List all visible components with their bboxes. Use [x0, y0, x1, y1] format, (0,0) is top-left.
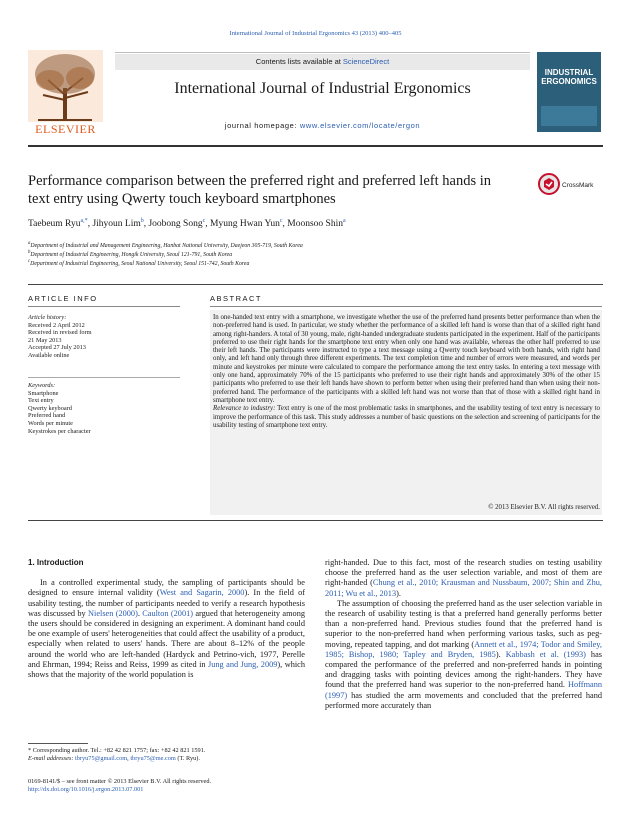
text-run: has studied the arm movements and concluded that the preferred hand performed more accurately than	[325, 690, 602, 710]
contents-prefix: Contents lists available at	[255, 57, 343, 66]
text-run: ).	[396, 588, 401, 598]
sciencedirect-link[interactable]: ScienceDirect	[342, 57, 390, 66]
introduction-heading: 1. Introduction	[28, 558, 84, 567]
cover-stripe	[541, 106, 597, 126]
abstract-body	[213, 314, 600, 430]
affiliation-text: Department of Industrial Engineering, Hongik University, Seoul 121-791, South Korea	[30, 251, 233, 258]
author-name[interactable]: Myung Hwan Yun	[210, 219, 280, 230]
text-run: The assumption of choosing the preferred hand as the user selection variable in the research of usability testing is that a preferred hand generally performs better than a non-preferred hand. Previous studies found that the preferred hand is superior to the non-preferred hand when performing various tasks, such as peg-moving, repeated tapping, and dot marking (	[325, 598, 602, 649]
relevance-text: Text entry is one of the most problematic tasks in smartphones, and the usability testing of text entry is necessary to improve the performance of this task. This study addresses a number of basic questions on the selection and screening of participants for the usability testing of smartphone text entry.	[213, 405, 600, 429]
affiliation-sup: c	[28, 259, 31, 264]
affiliation-sup: a	[28, 241, 31, 246]
history-label: Article history:	[28, 314, 67, 321]
publisher-name: ELSEVIER	[35, 122, 96, 136]
issn-doi	[28, 778, 358, 794]
cover-title	[537, 68, 601, 86]
citation-link[interactable]: Caulton (2001)	[142, 608, 194, 618]
citation-link[interactable]: Hoffmann (1997)	[325, 680, 602, 700]
history-item: Received in revised form	[28, 329, 92, 337]
citation-link[interactable]: Jung and Jung, 2009	[208, 659, 278, 669]
text-run: argued that heterogeneity among the users should be considered in designing an experiment. A dominant hand could be one example of users' heterogeneities that could affect the usability of a product, especially when related to users' hands. There are about 8–12% of the people around the world who are left-handed (Hardyck and Petrino-vich, 1977, Perelle and Ehrman, 1994; Reiss and Reiss, 1999 as cited in	[28, 608, 305, 669]
abstract-copyright: © 2013 Elsevier B.V. All rights reserved.	[488, 504, 600, 511]
keyword: Keystrokes per character	[28, 427, 91, 435]
cover-line2: ERGONOMICS	[541, 77, 597, 86]
text-run: has compared the performance of the preferred and non-preferred hands in pointing and dragging tasks with pointing devices among the right-handers. They have found that the preferred hand was superior to the non-preferred hand.	[325, 649, 602, 690]
author-list: Taebeum Ryu$^{a,*}$, Jihyoun Lim$^b$, Joobong Song$^c$, Myung Hwan Yun$^c$, Moonsoo Shin$^a$	[28, 218, 346, 230]
journal-homepage	[115, 121, 530, 130]
journal-title: International Journal of Industrial Ergonomics	[174, 80, 471, 97]
author-name[interactable]: Jihyoun Lim	[92, 219, 141, 230]
text-run: ). In the field of usability testing, the number of participants needed to verify a research hypothesis was discussed by	[28, 588, 305, 618]
doi-link[interactable]: http://dx.doi.org/10.1016/j.ergon.2013.07.001	[28, 786, 144, 793]
text-run: ).	[495, 649, 506, 659]
history-item: Accepted 27 July 2013	[28, 344, 86, 352]
abstract-divider	[210, 306, 602, 307]
article-title: Performance comparison between the preferred right and preferred left hands in text entry using Qwerty touch keyboard smartphones	[28, 173, 491, 207]
history-item: Available online	[28, 351, 70, 359]
text-run: ), which shows that the majority of the world population is	[28, 659, 305, 680]
affiliation-c	[28, 258, 588, 268]
text-run: .	[137, 608, 143, 618]
article-info-heading: ARTICLE INFO	[28, 294, 98, 303]
abstract-paragraph: In one-handed text entry with a smartphone, we investigate whether the use of the preferred hand presents better performance than when the non-preferred hand is used. In particular, we study whether the performance of a skilled left hand is worse than that of a skilled right hand among right-handers. A total of 30 young, male, right-handed undergraduate students participated in the experiment. Half of the participants preferred to use their right hands for the smartphone text entry when only one hand was available, whereas the other half preferred to use their left hands. The participants were instructed to type a text message using a Qwerty touch keyboard with both hands, with right hand only, and left hand only through three different experiments. The text completion time and number of errors were measured, and words per minute and keystrokes per minute were calculated to compare the performance among the text entry tasks. In entering a text message with only one hand, approximately 70% of the 15 participants who preferred to use their right hands and approximately 30% of the other 15 participants who preferred to use their left hands have shown to perform better when using their preferred hand than when using their non-preferred hand. The performance of the participants with a skilled left hand was not worse than that of those with a skilled right hand in smartphone text entry.	[213, 314, 600, 404]
keyword: Qwerty keyboard	[28, 404, 72, 412]
affiliation-text: Department of Industrial and Management Engineering, Hanbat National University, Daejeon 305-719, South Korea	[30, 242, 303, 249]
cover-line1: INDUSTRIAL	[544, 68, 594, 77]
text-run: ,	[127, 755, 131, 762]
keyword: Words per minute	[28, 419, 73, 427]
section-divider	[28, 284, 603, 285]
author-name[interactable]: Moonsoo Shin	[287, 219, 343, 230]
email-label: E-mail addresses:	[28, 755, 75, 762]
text-run: right-handed. Due to this fact, most of the research studies on testing usability choose the preferred hand as the user selection variable, and most of them are right-handed (	[325, 558, 602, 588]
footnote-contact: * Corresponding author. Tel.: +82 42 821 1757; fax: +82 42 821 1591.	[28, 747, 206, 754]
info-divider-2	[28, 377, 180, 378]
header-divider	[115, 52, 530, 53]
affiliation-text: Department of Industrial Engineering, Seoul National University, Seoul 151-742, South Korea	[30, 260, 250, 267]
homepage-link[interactable]: www.elsevier.com/locate/ergon	[299, 121, 421, 130]
keyword: Smartphone	[28, 389, 59, 397]
intro-paragraph-1-cont	[325, 558, 602, 599]
footnote-rule	[28, 743, 88, 744]
intro-paragraph-1	[28, 578, 305, 680]
intro-paragraph-2	[325, 599, 602, 711]
homepage-prefix: journal homepage:	[224, 121, 300, 130]
citation-link[interactable]: Chung et al., 2010; Krausman and Nussbaum, 2007; Shin and Zhu, 2011; Wu et al., 2013	[325, 578, 602, 598]
author-affiliation-sup[interactable]: a,*	[80, 218, 88, 224]
header-bottom-rule	[28, 145, 603, 147]
keyword: Preferred hand	[28, 412, 66, 420]
history-item: 21 May 2013	[28, 336, 62, 344]
article-history	[28, 314, 178, 360]
body-column-right	[325, 558, 602, 711]
issn-line: 0169-8141/$ – see front matter © 2013 Elsevier B.V. All rights reserved.	[28, 778, 212, 785]
corresponding-author-footnote	[28, 747, 305, 763]
keywords	[28, 382, 178, 435]
email-link[interactable]: tbryu75@gmail.com	[75, 755, 128, 762]
keywords-label: Keywords:	[28, 382, 56, 389]
author-name[interactable]: Taebeum Ryu	[28, 219, 81, 230]
citation-link[interactable]: West and Sagarin, 2000	[159, 588, 245, 598]
journal-reference[interactable]: International Journal of Industrial Ergonomics 43 (2013) 400–405	[229, 30, 402, 37]
crossmark-label[interactable]: CrossMark	[562, 182, 594, 189]
history-item: Received 2 April 2012	[28, 321, 85, 329]
author-name[interactable]: Joobong Song	[148, 219, 203, 230]
text-run: (T. Ryu).	[175, 755, 200, 762]
text-run: In a controlled experimental study, the sampling of participants should be designed to ensure internal validity (	[28, 578, 305, 598]
citation-link[interactable]: Annett et al., 1974; Todor and Smiley, 1985; Bishop, 1980; Tapley and Bryden, 1985	[325, 639, 602, 659]
citation-link[interactable]: Kabbash et al. (1993)	[505, 649, 586, 659]
crossmark-icon[interactable]	[538, 173, 560, 200]
contents-banner	[115, 54, 530, 70]
affiliation-sup: b	[28, 250, 31, 255]
author-affiliation-sup[interactable]: c	[279, 218, 283, 224]
author-affiliation-sup[interactable]: b	[140, 218, 144, 224]
email-link[interactable]: tbryu75@me.com	[130, 755, 176, 762]
abstract-heading: ABSTRACT	[210, 294, 263, 303]
info-divider	[28, 306, 180, 307]
citation-link[interactable]: Nielsen (2000)	[88, 608, 138, 618]
author-affiliation-sup[interactable]: a	[342, 218, 346, 224]
body-column-left	[28, 558, 305, 680]
keyword: Text entry	[28, 397, 54, 405]
relevance-label: Relevance to industry:	[213, 405, 276, 413]
section-divider-bottom	[28, 520, 603, 521]
author-affiliation-sup[interactable]: c	[202, 218, 206, 224]
